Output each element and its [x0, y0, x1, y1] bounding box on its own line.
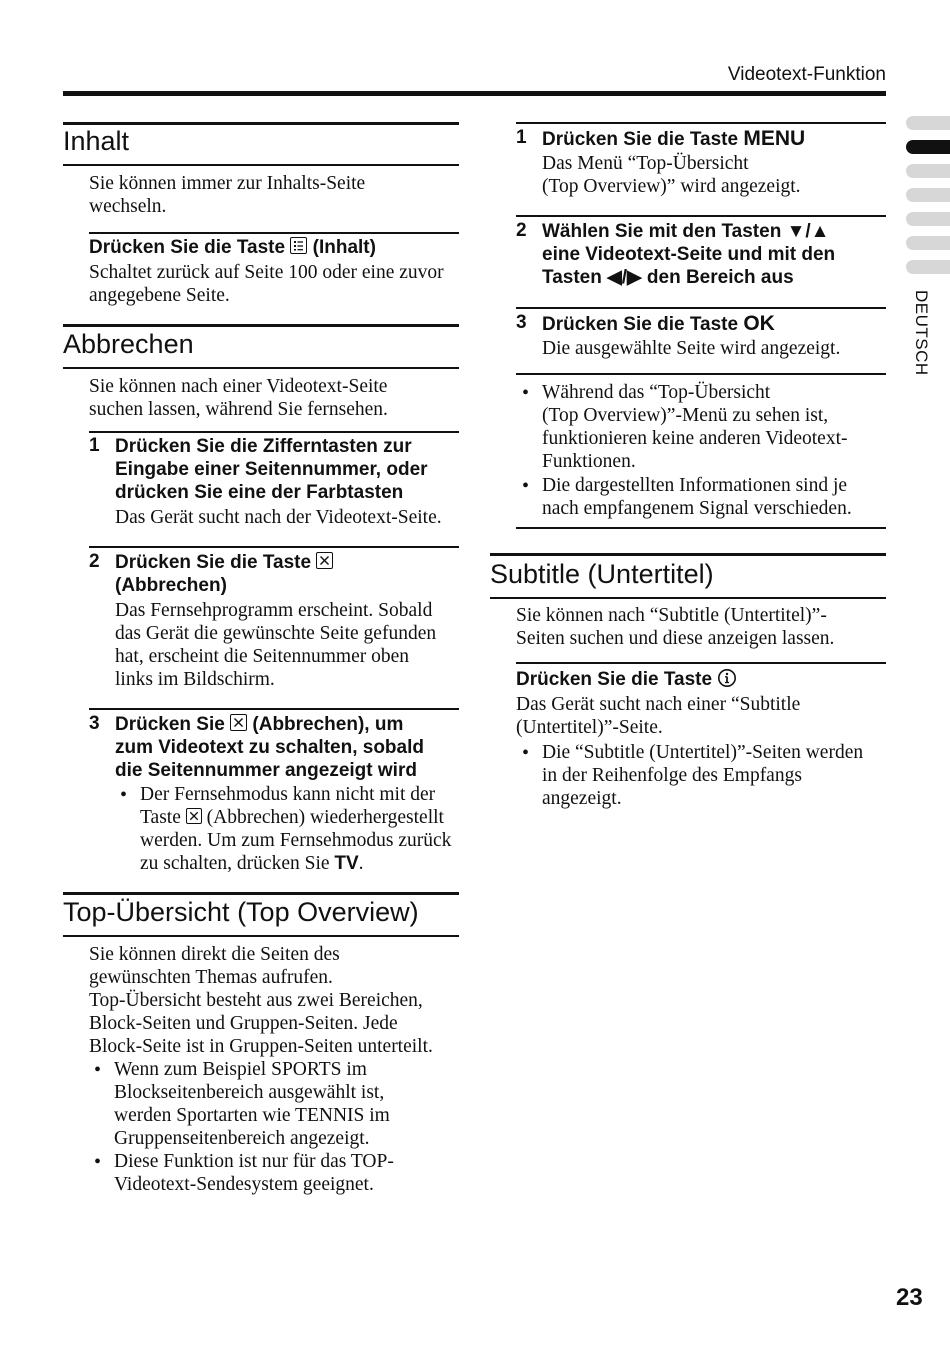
- step-rule: [89, 546, 459, 548]
- inhalt-step-body: Schaltet zurück auf Seite 100 oder eine zuvor angegebene Seite.: [89, 262, 444, 306]
- section-rule: [490, 553, 886, 556]
- step-rule: [516, 122, 886, 124]
- header-rule: [63, 91, 886, 96]
- top-step3-title: Drücken Sie die Taste OK: [542, 312, 775, 335]
- subtitle-bullet: Die “Subtitle (Untertitel)”-Seiten werden in der Reihenfolge des Empfangs angezeigt.: [542, 742, 864, 809]
- step-number: 1: [89, 435, 100, 456]
- section-rule: [63, 164, 459, 166]
- bullet-dot: •: [522, 742, 530, 764]
- cancel-key-icon: [186, 808, 202, 824]
- bullet-dot: •: [94, 1151, 102, 1173]
- subtitle-step-title: Drücken Sie die Taste: [516, 668, 737, 691]
- ok-key-label: OK: [743, 312, 775, 335]
- top-step2-title: Wählen Sie mit den Tasten ▼/▲ eine Videotext-Seite und mit den Tasten ◀/▶ den Bereich aus: [542, 221, 836, 288]
- section-tab: [906, 116, 950, 130]
- abbrechen-step1-title: Drücken Sie die Zifferntasten zur Eingabe einer Seitennummer, oder drücken Sie eine der Farbtasten: [115, 436, 428, 503]
- section-tab-active: [906, 140, 950, 154]
- section-rule: [63, 935, 459, 937]
- abbrechen-intro: Sie können nach einer Videotext-Seite suchen lassen, während Sie fernsehen.: [89, 376, 388, 420]
- section-rule: [63, 324, 459, 327]
- notes-rule: [516, 373, 886, 375]
- step-rule: [89, 431, 459, 433]
- top-step1-title: Drücken Sie die Taste MENU: [542, 127, 806, 150]
- bullet-dot: •: [94, 1059, 102, 1081]
- abbrechen-step2-title: Drücken Sie die Taste (Abbrechen): [115, 551, 333, 597]
- inhalt-step-title: Drücken Sie die Taste (Inhalt): [89, 237, 376, 258]
- step-number: 3: [516, 312, 527, 333]
- step-rule: [516, 307, 886, 309]
- section-tab: [906, 260, 950, 274]
- cancel-key-icon: [316, 552, 333, 569]
- step-number: 1: [516, 127, 527, 148]
- notes-rule: [516, 527, 886, 529]
- step-rule: [89, 708, 459, 710]
- bullet-dot: •: [120, 784, 128, 806]
- step-rule: [516, 662, 886, 664]
- step-number: 2: [516, 220, 527, 241]
- bullet-dot: •: [522, 475, 530, 497]
- section-tab: [906, 164, 950, 178]
- top-intro: Sie können direkt die Seiten des gewünschten Themas aufrufen. Top-Übersicht besteht aus zwei Bereichen, Block-Seiten und Gruppen-Seiten. Jede Block-Seite ist in Gruppen-Seiten unterteilt.: [89, 944, 433, 1057]
- cancel-key-icon: [230, 714, 247, 731]
- section-rule: [63, 367, 459, 369]
- step-rule: [89, 232, 459, 234]
- section-title-abbrechen: Abbrechen: [63, 329, 194, 359]
- step-rule: [516, 215, 886, 217]
- top-step3-body: Die ausgewählte Seite wird angezeigt.: [542, 338, 841, 359]
- section-title-top: Top-Übersicht (Top Overview): [63, 897, 419, 927]
- tv-key-label: TV: [334, 853, 359, 874]
- top-bullet-2: Diese Funktion ist nur für das TOP- Videotext-Sendesystem geeignet.: [114, 1151, 394, 1195]
- section-tab: [906, 236, 950, 250]
- inhalt-intro: Sie können immer zur Inhalts-Seite wechseln.: [89, 173, 366, 217]
- section-tab: [906, 188, 950, 202]
- abbrechen-step1-body: Das Gerät sucht nach der Videotext-Seite.: [115, 507, 442, 528]
- section-title-inhalt: Inhalt: [63, 126, 130, 156]
- section-rule: [63, 892, 459, 895]
- info-key-icon: [717, 668, 737, 688]
- subtitle-intro: Sie können nach “Subtitle (Untertitel)”- Seiten suchen und diese anzeigen lassen.: [516, 605, 835, 649]
- step-number: 2: [89, 551, 100, 572]
- section-title-subtitle: Subtitle (Untertitel): [490, 559, 714, 589]
- section-tab: [906, 212, 950, 226]
- language-label: DEUTSCH: [912, 290, 931, 376]
- bullet-dot: •: [522, 382, 530, 404]
- abbrechen-step3-note: Der Fernsehmodus kann nicht mit der Taste (Abbrechen) wiederhergestellt werden. Um zum Fernsehmodus zurück zu schalten, drücken Sie TV.: [140, 784, 452, 874]
- abbrechen-step2-body: Das Fernsehprogramm erscheint. Sobald das Gerät die gewünschte Seite gefunden hat, erscheint die Seitennummer oben links im Bildschirm.: [115, 600, 437, 690]
- step-number: 3: [89, 713, 100, 734]
- subtitle-body: Das Gerät sucht nach einer “Subtitle (Untertitel)”-Seite.: [516, 694, 801, 738]
- page-number: 23: [896, 1284, 923, 1311]
- section-rule: [63, 122, 459, 125]
- abbrechen-step3-title: Drücken Sie (Abbrechen), um zum Videotext zu schalten, sobald die Seitennummer angezeigt wird: [115, 714, 424, 781]
- top-note-2: Die dargestellten Informationen sind je nach empfangenem Signal verschieden.: [542, 475, 852, 519]
- top-step1-body: Das Menü “Top-Übersicht (Top Overview)” wird angezeigt.: [542, 153, 801, 197]
- top-bullet-1: Wenn zum Beispiel SPORTS im Blockseitenbereich ausgewählt ist, werden Sportarten wie TENNIS im Gruppenseitenbereich angezeigt.: [114, 1059, 390, 1149]
- menu-key-label: MENU: [743, 127, 806, 150]
- top-note-1: Während das “Top-Übersicht (Top Overview)”-Menü zu sehen ist, funktionieren keine anderen Videotext- Funktionen.: [542, 382, 848, 472]
- section-rule: [490, 597, 886, 599]
- index-key-icon: [290, 237, 307, 254]
- header-title: Videotext-Funktion: [727, 64, 886, 85]
